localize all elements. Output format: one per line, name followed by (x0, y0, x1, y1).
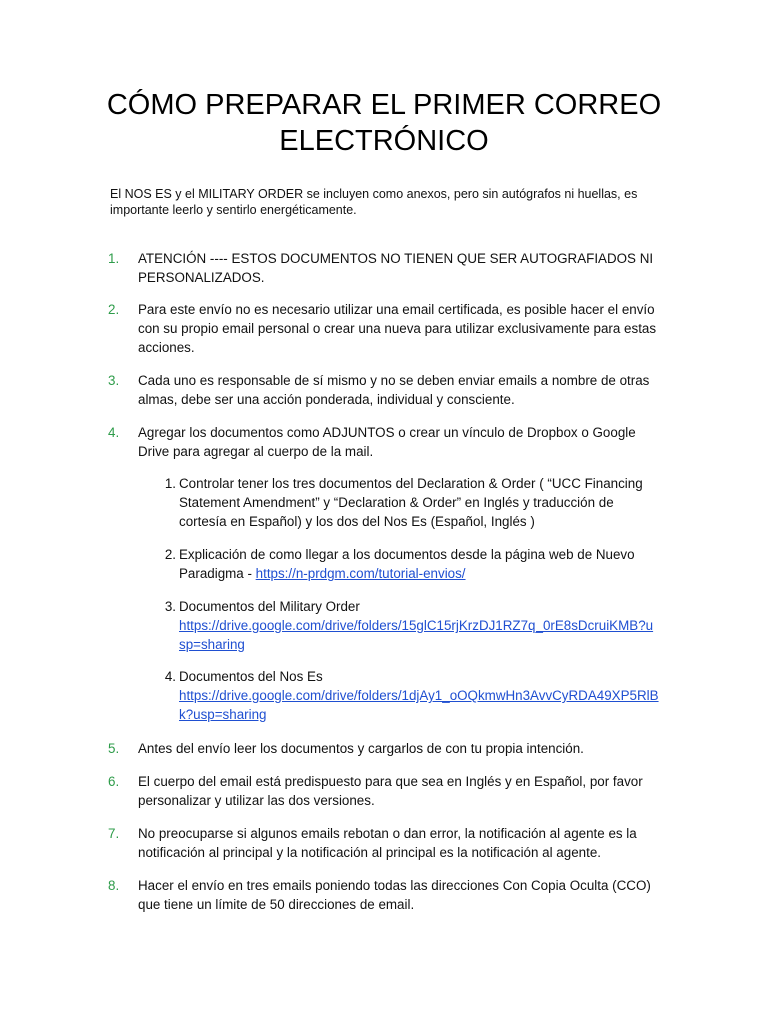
list-number: 7. (108, 826, 120, 841)
list-text: Agregar los documentos como ADJUNTOS o crear un vínculo de Dropbox o Google Drive para agregar al cuerpo de la mail. (138, 425, 636, 459)
list-number: 4. (108, 425, 120, 440)
sublist-number: 2. (164, 547, 176, 562)
sublist-text: Documentos del Military Order (179, 599, 360, 614)
page-title (60, 87, 708, 159)
sublist-text-with-link (179, 667, 659, 724)
list-text: No preocuparse si algunos emails rebotan o dan error, la notificación al agente es la notificación al principal y la notificación al principal es la notificación al agente. (138, 826, 637, 860)
sublist-number: 3. (164, 599, 176, 614)
list-number: 6. (108, 774, 120, 789)
sublist-text-with-link (179, 545, 659, 583)
sublist-text: Explicación de como llegar a los documentos desde la página web de Nuevo Paradigma - (179, 547, 635, 581)
list-text: Para este envío no es necesario utilizar una email certificada, es posible hacer el envío con su propio email personal o crear una nueva para utilizar exclusivamente para estas acciones. (138, 302, 657, 355)
list-number: 2. (108, 302, 120, 317)
list-number: 5. (108, 741, 120, 756)
list-number: 1. (108, 251, 120, 266)
list-text: ATENCIÓN ---- ESTOS DOCUMENTOS NO TIENEN QUE SER AUTOGRAFIADOS NI PERSONALIZADOS. (138, 251, 654, 285)
nos-es-drive-link[interactable]: https://drive.google.com/drive/folders/1djAy1_oOQkmwHn3AvvCyRDA49XP5RlBk?usp=sharing (179, 688, 659, 722)
sublist-number: 1. (164, 476, 176, 491)
list-text: Hacer el envío en tres emails poniendo todas las direcciones Con Copia Oculta (CCO) que tiene un límite de 50 direcciones de email. (138, 878, 651, 912)
sublist-text-with-link (179, 597, 659, 654)
sublist-number: 4. (164, 669, 176, 684)
title-line-1: CÓMO PREPARAR EL PRIMER CORREO (106, 89, 662, 121)
list-number: 8. (108, 878, 120, 893)
list-text: Antes del envío leer los documentos y cargarlos de con tu propia intención. (138, 741, 584, 756)
military-order-drive-link[interactable]: https://drive.google.com/drive/folders/15glC15rjKrzDJ1RZ7q_0rE8sDcruiKMB?usp=sharing (179, 618, 654, 652)
list-text: El cuerpo del email está predispuesto para que sea en Inglés y en Español, por favor personalizar y utilizar las dos versiones. (138, 774, 643, 808)
list-text: Cada uno es responsable de sí mismo y no se deben enviar emails a nombre de otras almas, debe ser una acción ponderada, individual y consciente. (138, 373, 650, 407)
intro-paragraph: El NOS ES y el MILITARY ORDER se incluyen como anexos, pero sin autógrafos ni huellas, es importante leerlo y sentirlo energéticamente. (110, 187, 638, 217)
tutorial-envios-link[interactable]: https://n-prdgm.com/tutorial-envios/ (255, 566, 466, 581)
list-number: 3. (108, 373, 120, 388)
title-line-2: ELECTRÓNICO (279, 125, 489, 157)
sublist-text: Documentos del Nos Es (179, 669, 323, 684)
sublist-text: Controlar tener los tres documentos del Declaration & Order ( “UCC Financing Statement Amendment” y “Declaration & Order” en Inglés y traducción de cortesía en Español) y los dos del Nos Es (Español, Inglés ) (179, 476, 643, 529)
